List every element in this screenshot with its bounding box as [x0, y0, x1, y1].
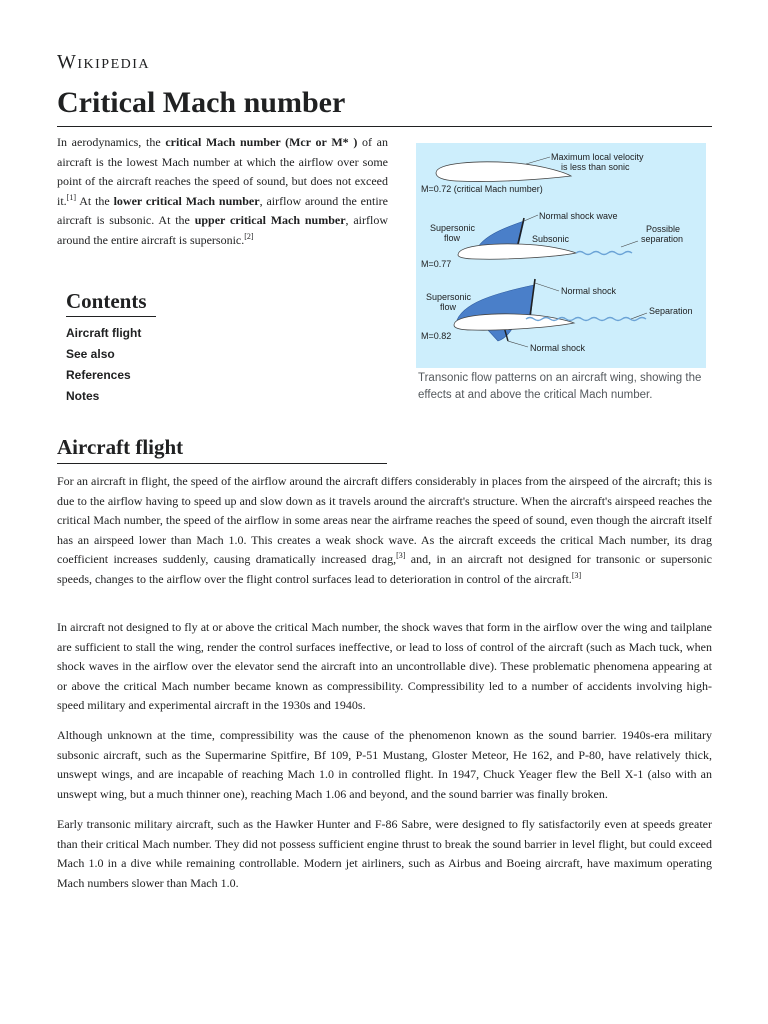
toc-item-references[interactable]: References [66, 368, 131, 382]
body-paragraph: In aircraft not designed to fly at or above the critical Mach number, the shock waves that form in the airflow over the wing and tailplane are sufficient to stall the wing, render the control surfaces ineffective, or lead to loss of control of the aircraft (such as Mach tuck, when shock waves in the airflow over the elevator send the aircraft into an uncontrollable dive). These problematic phenomena appearing at or above the critical Mach number became known as compressibility. Compressibility led to a number of accidents involving high-speed military and experimental aircraft in the 1930s and 1940s. [57, 620, 712, 712]
body-paragraph: Early transonic military aircraft, such as the Hawker Hunter and F-86 Sabre, were designed to fly satisfactorily even at speeds greater than their critical Mach number. They did not possess sufficient engine thrust to break the sound barrier in level flight, but could exceed Mach 1.0 in a dive while remaining controllable. Modern jet airliners, such as Airbus and Boeing aircraft, have maximum operating Mach numbers slower than Mach 1.0. [57, 817, 712, 890]
label-normal-shock: Normal shock [561, 286, 617, 296]
term-lower-critical: lower critical Mach number [113, 193, 260, 208]
page-title: Critical Mach number [57, 84, 712, 127]
table-of-contents [66, 289, 266, 407]
separation-wake [576, 252, 632, 255]
leader-line [524, 215, 538, 221]
label-separation-2: Separation [649, 306, 693, 316]
airfoil-shape [436, 162, 571, 182]
section-heading-aircraft-flight: Aircraft flight [57, 435, 387, 464]
label-m072: M=0.72 (critical Mach number) [421, 184, 543, 194]
label-supersonic: Supersonic [430, 223, 476, 233]
wikipedia-wordmark[interactable]: Wikipedia [57, 51, 151, 73]
toc-item-aircraft-flight[interactable]: Aircraft flight [66, 326, 142, 340]
body-paragraph [57, 472, 712, 589]
intro-text: At the [76, 193, 114, 208]
body-paragraph: Although unknown at the time, compressibility was the cause of the phenomenon known as the sound barrier. 1940s-era military subsonic aircraft, such as the Supermarine Spitfire, Bf 109, P-51 Mustang, Gloster Meteor, He 162, and P-80, have relatively thick, unswept wings, and are incapable of reaching Mach 1.0 in controlled flight. In 1947, Chuck Yeager flew the Bell X-1 (also with an unswept wing, but a much thinner one), reaching Mach 1.06 and beyond, and the sound barrier was finally broken. [57, 728, 712, 801]
toc-title: Contents [66, 289, 156, 317]
label-separation: separation [641, 234, 684, 244]
intro-text: In aerodynamics, the [57, 135, 166, 149]
leader-line [508, 341, 528, 347]
paragraph-text: For an aircraft in flight, the speed of the airflow around the aircraft differs considerably in places from the airspeed of the aircraft; this is due to the airflow having to speed up and slow down as it travels around the aircraft's structure. When the aircraft's airspeed reaches the critical Mach number, the speed of the airflow in some areas near the airframe reaches the speed of sound, even though the aircraft itself has an airspeed lower than Mach 1.0. This creates a weak shock wave. As the aircraft exceeds the critical Mach number, its drag coefficient increases suddenly, causing dramatically increased drag, [57, 474, 712, 566]
reference-link[interactable]: [3] [396, 551, 406, 560]
reference-link[interactable]: [1] [66, 192, 76, 202]
label-possible: Possible [646, 224, 681, 234]
intro-text: , airflow around the entire aircraft is subsonic. At the [57, 193, 388, 227]
reference-link[interactable]: [2] [244, 231, 254, 241]
term-upper-critical: upper critical Mach number [194, 213, 346, 227]
supersonic-region [478, 221, 524, 247]
transonic-flow-figure[interactable] [416, 143, 706, 368]
toc-item-see-also[interactable]: See also [66, 347, 115, 361]
label-normal-shock-2: Normal shock [530, 343, 586, 353]
transonic-flow-diagram [416, 143, 706, 368]
term-critical-mach: critical Mach number (Mcr or M* ) [165, 135, 358, 149]
toc-item-notes[interactable]: Notes [66, 389, 100, 403]
label-m077: M=0.77 [421, 259, 452, 269]
label-max-local: Maximum local velocity [551, 152, 644, 162]
intro-text: , airflow around the entire aircraft is supersonic. [57, 213, 389, 247]
leader-line [526, 157, 550, 164]
leader-line [621, 241, 638, 247]
intro-paragraph [57, 133, 388, 250]
label-m082: M=0.82 [421, 331, 452, 341]
label-normal-shock-wave: Normal shock wave [539, 211, 618, 221]
label-supersonic: Supersonic [426, 292, 472, 302]
airfoil-shape [454, 314, 574, 330]
label-less-sonic: is less than sonic [561, 162, 630, 172]
paragraph-text: and, in an aircraft not designed for transonic or supersonic speeds, changes to the airflow over the flight control surfaces lead to deterioration in control of the aircraft. [57, 552, 712, 586]
label-flow: flow [444, 233, 461, 243]
airfoil-shape [458, 244, 576, 259]
label-subsonic: Subsonic [532, 234, 570, 244]
intro-text: of an aircraft is the lowest Mach number at which the airflow over some point of the aircraft reaches the speed of sound, but does not exceed it. [57, 135, 388, 208]
reference-link[interactable]: [3] [571, 570, 582, 580]
toc-list [66, 323, 266, 407]
figure-caption: Transonic flow patterns on an aircraft wing, showing the effects at and above the critical Mach number. [418, 372, 702, 401]
leader-line [535, 283, 559, 291]
label-flow: flow [440, 302, 457, 312]
